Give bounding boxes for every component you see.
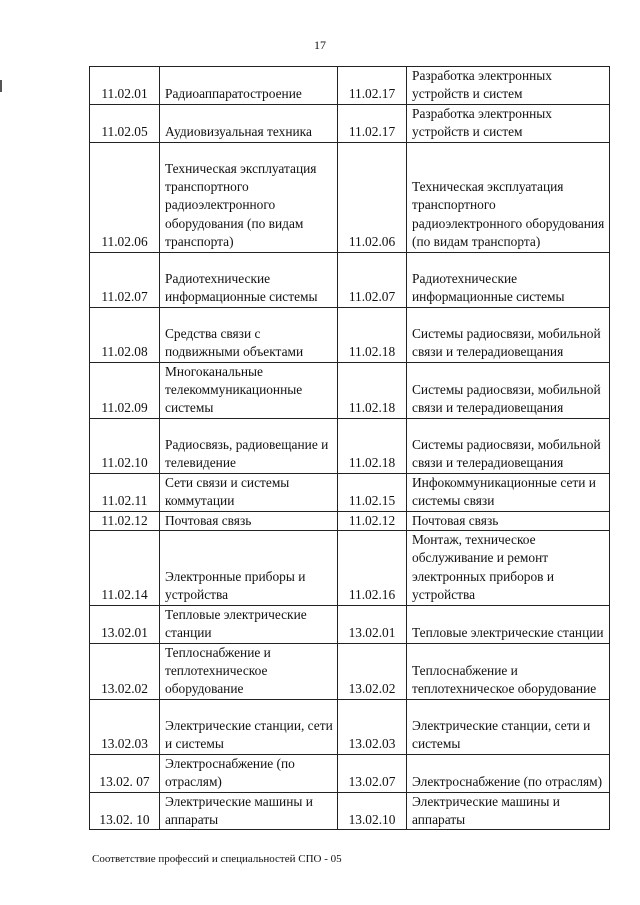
old-code-cell: 11.02.08 — [90, 307, 160, 362]
old-code-cell: 11.02.10 — [90, 418, 160, 473]
footer-text: Соответствие профессий и специальностей СПО - 05 — [92, 853, 342, 865]
table-row — [90, 792, 610, 830]
old-code-cell: 13.02.03 — [90, 699, 160, 754]
old-name-cell: Аудиовизуальная техника — [160, 104, 338, 142]
old-name-cell: Радиосвязь, радиовещание и телевидение — [160, 418, 338, 473]
table-body — [90, 67, 610, 830]
table-row — [90, 418, 610, 473]
table-row — [90, 511, 610, 530]
old-name-cell: Техническая эксплуатация транспортного радиоэлектронного оборудования (по видам транспорта) — [160, 142, 338, 252]
old-code-cell: 11.02.06 — [90, 142, 160, 252]
new-code-cell: 11.02.15 — [338, 473, 407, 511]
new-name-cell: Разработка электронных устройств и систем — [407, 104, 610, 142]
old-name-cell: Многоканальные телекоммуникационные системы — [160, 362, 338, 418]
new-name-cell: Монтаж, техническое обслуживание и ремонт электронных приборов и устройства — [407, 531, 610, 606]
new-name-cell: Электроснабжение (по отраслям) — [407, 754, 610, 792]
old-name-cell: Радиоаппаратостроение — [160, 67, 338, 105]
new-code-cell: 11.02.07 — [338, 252, 407, 307]
old-name-cell: Средства связи с подвижными объектами — [160, 307, 338, 362]
new-code-cell: 11.02.12 — [338, 511, 407, 530]
specialties-table — [89, 66, 610, 830]
new-code-cell: 11.02.18 — [338, 418, 407, 473]
new-code-cell: 11.02.18 — [338, 307, 407, 362]
new-name-cell: Электрические машины и аппараты — [407, 792, 610, 830]
old-code-cell: 11.02.14 — [90, 531, 160, 606]
new-code-cell: 11.02.16 — [338, 531, 407, 606]
table-row — [90, 754, 610, 792]
new-code-cell: 11.02.18 — [338, 362, 407, 418]
table-row — [90, 605, 610, 643]
old-name-cell: Сети связи и системы коммутации — [160, 473, 338, 511]
old-code-cell: 11.02.07 — [90, 252, 160, 307]
table-row — [90, 362, 610, 418]
new-name-cell: Инфокоммуникационные сети и системы связи — [407, 473, 610, 511]
table-row — [90, 104, 610, 142]
table-row — [90, 252, 610, 307]
old-name-cell: Электронные приборы и устройства — [160, 531, 338, 606]
old-code-cell: 13.02. 07 — [90, 754, 160, 792]
old-name-cell: Почтовая связь — [160, 511, 338, 530]
new-code-cell: 11.02.17 — [338, 67, 407, 105]
new-name-cell: Электрические станции, сети и системы — [407, 699, 610, 754]
new-name-cell: Системы радиосвязи, мобильной связи и телерадиовещания — [407, 362, 610, 418]
new-name-cell: Радиотехнические информационные системы — [407, 252, 610, 307]
old-code-cell: 11.02.05 — [90, 104, 160, 142]
old-code-cell: 13.02. 10 — [90, 792, 160, 830]
new-code-cell: 13.02.10 — [338, 792, 407, 830]
new-name-cell: Разработка электронных устройств и систем — [407, 67, 610, 105]
old-name-cell: Электроснабжение (по отраслям) — [160, 754, 338, 792]
table-row — [90, 67, 610, 105]
new-code-cell: 13.02.01 — [338, 605, 407, 643]
old-name-cell: Тепловые электрические станции — [160, 605, 338, 643]
old-code-cell: 13.02.01 — [90, 605, 160, 643]
new-name-cell: Тепловые электрические станции — [407, 605, 610, 643]
old-name-cell: Радиотехнические информационные системы — [160, 252, 338, 307]
new-name-cell: Теплоснабжение и теплотехническое оборудование — [407, 643, 610, 699]
old-code-cell: 11.02.01 — [90, 67, 160, 105]
new-name-cell: Системы радиосвязи, мобильной связи и телерадиовещания — [407, 307, 610, 362]
old-name-cell: Электрические машины и аппараты — [160, 792, 338, 830]
old-code-cell: 11.02.09 — [90, 362, 160, 418]
table-row — [90, 699, 610, 754]
table-row — [90, 142, 610, 252]
old-code-cell: 11.02.11 — [90, 473, 160, 511]
old-name-cell: Электрические станции, сети и системы — [160, 699, 338, 754]
table-row — [90, 307, 610, 362]
new-code-cell: 11.02.06 — [338, 142, 407, 252]
new-code-cell: 13.02.03 — [338, 699, 407, 754]
new-code-cell: 13.02.02 — [338, 643, 407, 699]
margin-mark — [0, 80, 2, 92]
page-number: 17 — [314, 38, 326, 52]
table-row — [90, 643, 610, 699]
new-name-cell: Почтовая связь — [407, 511, 610, 530]
new-code-cell: 13.02.07 — [338, 754, 407, 792]
new-name-cell: Техническая эксплуатация транспортного радиоэлектронного оборудования (по видам транспорта) — [407, 142, 610, 252]
new-code-cell: 11.02.17 — [338, 104, 407, 142]
old-code-cell: 11.02.12 — [90, 511, 160, 530]
table-row — [90, 473, 610, 511]
old-name-cell: Теплоснабжение и теплотехническое оборудование — [160, 643, 338, 699]
new-name-cell: Системы радиосвязи, мобильной связи и телерадиовещания — [407, 418, 610, 473]
table-row — [90, 531, 610, 606]
old-code-cell: 13.02.02 — [90, 643, 160, 699]
